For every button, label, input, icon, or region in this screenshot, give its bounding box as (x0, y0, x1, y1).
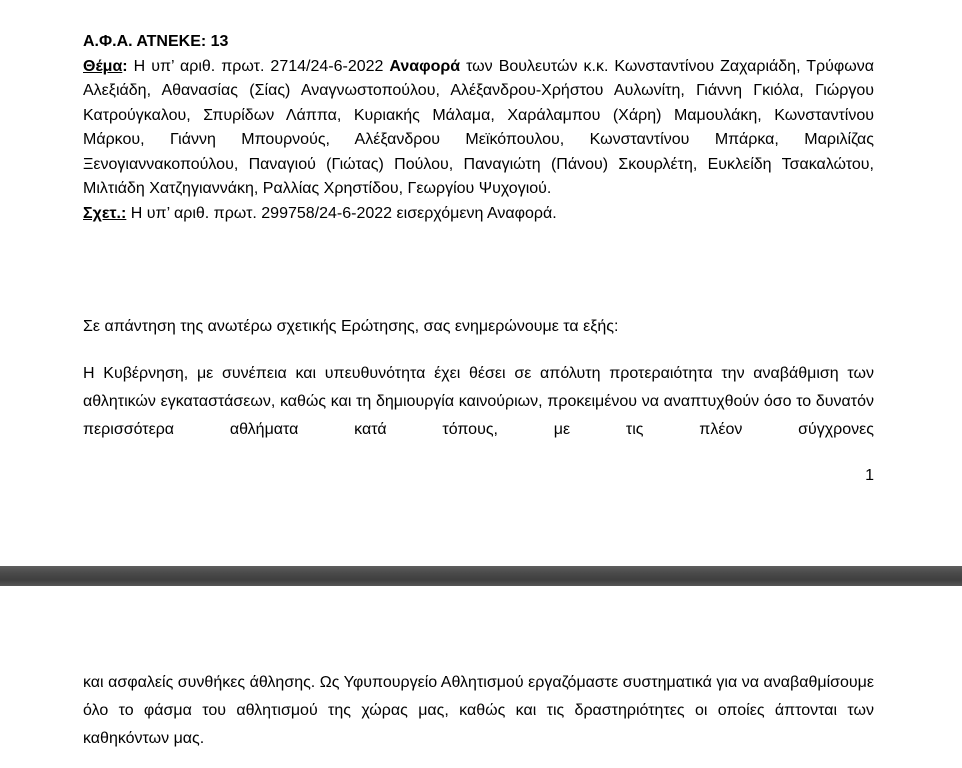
body-paragraph: Η Κυβέρνηση, με συνέπεια και υπευθυνότητα έχει θέσει σε απόλυτη προτεραιότητα την αναβάθμιση των αθλητικών εγκαταστάσεων, καθώς και τη δημιουργία καινούριων, προκειμένου να αναπτυχθούν όσο το δυνατόν περισσότερα αθλήματα κατά τόπους, με τις πλέον σύγχρονες (83, 365, 874, 438)
intro-paragraph: Σε απάντηση της ανωτέρω σχετικής Ερώτησης, σας ενημερώνουμε τα εξής: (83, 318, 619, 335)
subject-bold-term: Αναφορά (389, 57, 461, 75)
subject-colon: : (122, 57, 128, 75)
subject-paragraph (83, 55, 874, 202)
subject-text-2: των Βουλευτών κ.κ. Κωνσταντίνου Ζαχαριάδη, Τρύφωνα Αλεξιάδη, Αθανασίας (Σίας) Αναγνωστοπούλου, Αλέξανδρου-Χρήστου Αυλωνίτη, Γιάννη Γκιόλα, Γιώργου Κατρούγκαλου, Σπυρίδων Λάππα, Κυριακής Μάλαμα, Χαράλαμπου (Χάρη) Μαμουλάκη, Κωνσταντίνου Μάρκου, Γιάννη Μπουρνούς, Αλέξανδρου Μεϊκόπουλου, Κωνσταντίνου Μπάρκα, Μαριλίζας Ξενογιαννακοπούλου, Παναγιού (Γιώτας) Πούλου, Παναγιώτη (Πάνου) Σκουρλέτη, Ευκλείδη Τσακαλώτου, Μιλτιάδη Χατζηγιαννάκη, Ραλλίας Χρηστίδου, Γεωργίου Ψυχογιού. (83, 57, 874, 197)
afa-line: Α.Φ.Α. ΑΤΝΕΚΕ: 13 (83, 33, 229, 50)
reference-label: Σχετ.: (83, 204, 127, 222)
document-page-2 (0, 586, 962, 768)
subject-label: Θέμα (83, 57, 123, 75)
subject-text-1: Η υπ’ αριθ. πρωτ. 2714/24-6-2022 (127, 57, 390, 75)
reference-line (83, 202, 874, 227)
continuation-paragraph: και ασφαλείς συνθήκες άθλησης. Ως Υφυπουργείο Αθλητισμού εργαζόμαστε συστηματικά για να αναβαθμίσουμε όλο το φάσμα του αθλητισμού της χώρας μας, καθώς και τις δραστηριότητες οι οποίες άπτονται των καθηκόντων μας. (83, 674, 874, 747)
document-header (83, 30, 874, 226)
page-number: 1 (865, 467, 874, 484)
reference-text: Η υπ’ αριθ. πρωτ. 299758/24-6-2022 εισερχόμενη Αναφορά. (126, 204, 557, 222)
page-separator (0, 566, 962, 586)
